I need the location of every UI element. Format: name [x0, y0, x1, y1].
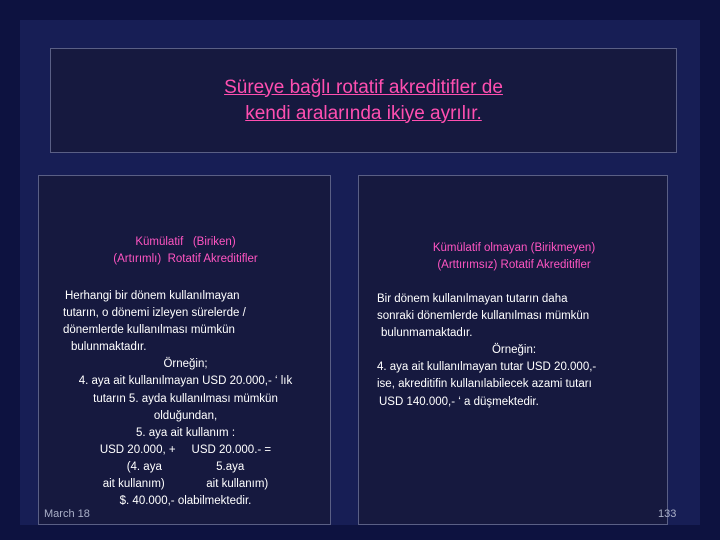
- title-box: [50, 48, 677, 153]
- right-body-line: bulunmamaktadır.: [381, 327, 473, 340]
- right-heading-1: Kümülatif olmayan (Birikmeyen): [432, 242, 596, 254]
- left-body-line: Herhangi bir dönem kullanılmayan: [65, 290, 240, 302]
- left-panel: [38, 175, 331, 525]
- left-body-line: 4. aya ait kullanılmayan USD 20.000,- ‘ lık: [78, 375, 293, 388]
- footer-date: March 18: [44, 508, 90, 520]
- left-heading-2: (Artırımlı) Rotatif Akreditifler: [113, 253, 258, 265]
- right-heading-2: (Arttırımsız) Rotatif Akreditifler: [437, 259, 591, 271]
- title-line-2: kendi aralarında ikiye ayrılır.: [245, 102, 482, 124]
- left-body-line: (4. aya 5.aya: [126, 460, 245, 473]
- right-body-line: Bir dönem kullanılmayan tutarın daha: [377, 293, 568, 305]
- left-body-line: 5. aya ait kullanım :: [135, 426, 236, 439]
- right-body-line: USD 140.000,- ‘ a düşmektedir.: [379, 395, 539, 408]
- left-body-line: tutarın 5. ayda kullanılması mümkün: [93, 392, 278, 405]
- left-body-line: ait kullanım) ait kullanım): [102, 478, 269, 491]
- right-body-line: ise, akreditifin kullanılabilecek azami tutarı: [377, 378, 592, 391]
- right-body-line: Örneğin:: [491, 344, 537, 357]
- right-body-line: sonraki dönemlerde kullanılması mümkün: [377, 310, 590, 323]
- page-number: 133: [658, 508, 677, 520]
- left-body-line: Örneğin;: [163, 358, 208, 371]
- right-body-line: 4. aya ait kullanılmayan tutar USD 20.000,-: [377, 361, 597, 374]
- left-body-line: $. 40.000,- olabilmektedir.: [119, 495, 252, 508]
- left-body-line: dönemlerde kullanılması mümkün: [63, 324, 235, 337]
- title-line-1: Süreye bağlı rotatif akreditifler de: [224, 76, 503, 98]
- left-body-line: tutarın, o dönemi izleyen sürelerde /: [63, 307, 246, 320]
- left-body-line: USD 20.000, + USD 20.000.- =: [99, 443, 272, 456]
- left-heading-1: Kümülatif (Biriken): [135, 236, 236, 248]
- left-body-line: bulunmaktadır.: [71, 341, 147, 354]
- left-body-line: olduğundan,: [153, 409, 218, 422]
- right-panel: [358, 175, 668, 525]
